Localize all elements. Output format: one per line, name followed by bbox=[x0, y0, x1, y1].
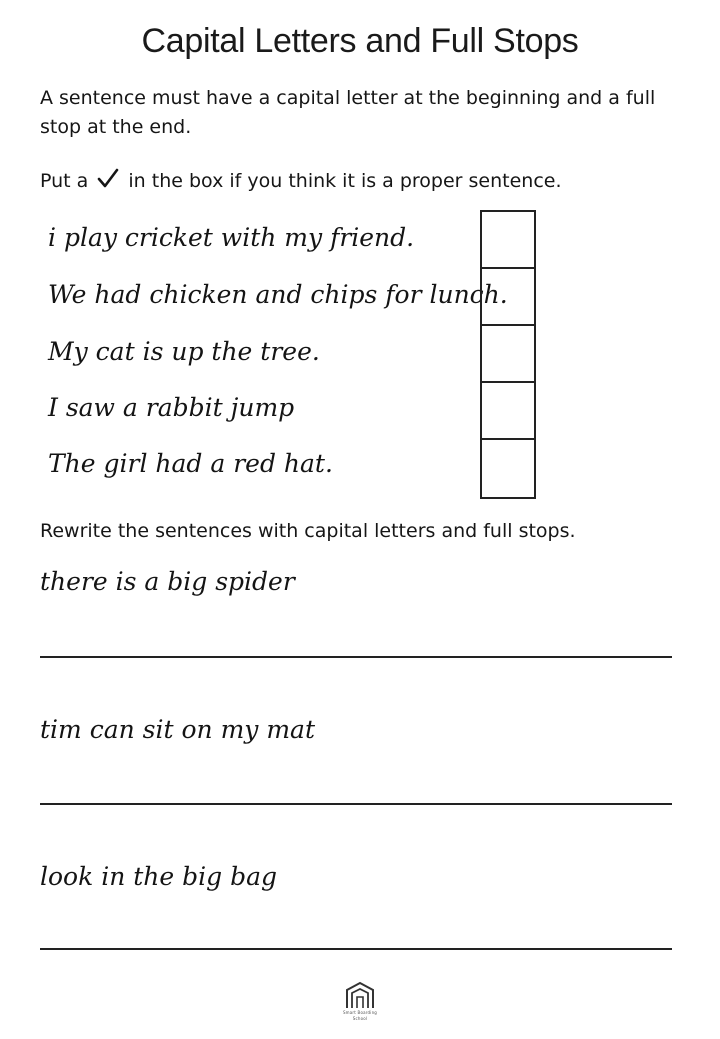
rewrite-heading: Rewrite the sentences with capital letters and full stops. bbox=[40, 520, 576, 542]
answer-checkbox-4[interactable] bbox=[482, 383, 534, 440]
school-logo bbox=[320, 980, 400, 1022]
page-title: Capital Letters and Full Stops bbox=[141, 22, 579, 60]
logo-line-1: Smart Boarding bbox=[342, 1010, 378, 1015]
rewrite-sentence-1: there is a big spider bbox=[40, 567, 295, 596]
writing-line-3[interactable] bbox=[40, 948, 672, 950]
answer-checkbox-2[interactable] bbox=[482, 269, 534, 326]
rewrite-sentence-3: look in the big bag bbox=[40, 862, 277, 891]
writing-line-1[interactable] bbox=[40, 656, 672, 658]
sentence-2: We had chicken and chips for lunch. bbox=[48, 280, 508, 309]
writing-line-2[interactable] bbox=[40, 803, 672, 805]
sentence-5: The girl had a red hat. bbox=[48, 449, 333, 478]
school-building-icon bbox=[343, 980, 377, 1010]
sentence-3: My cat is up the tree. bbox=[48, 337, 320, 366]
checkbox-column bbox=[480, 210, 536, 499]
instruction-before: Put a bbox=[40, 170, 89, 192]
instruction-text bbox=[40, 168, 680, 194]
sentence-1: i play cricket with my friend. bbox=[48, 223, 415, 252]
instruction-after: in the box if you think it is a proper sentence. bbox=[128, 170, 562, 192]
intro-text: A sentence must have a capital letter at the beginning and a full stop at the end. bbox=[40, 87, 656, 138]
answer-checkbox-1[interactable] bbox=[482, 212, 534, 269]
check-mark-icon bbox=[96, 168, 120, 190]
sentence-4: I saw a rabbit jump bbox=[48, 393, 295, 422]
answer-checkbox-5[interactable] bbox=[482, 440, 534, 497]
rewrite-sentence-2: tim can sit on my mat bbox=[40, 715, 315, 744]
answer-checkbox-3[interactable] bbox=[482, 326, 534, 383]
logo-line-2: School bbox=[352, 1016, 368, 1021]
